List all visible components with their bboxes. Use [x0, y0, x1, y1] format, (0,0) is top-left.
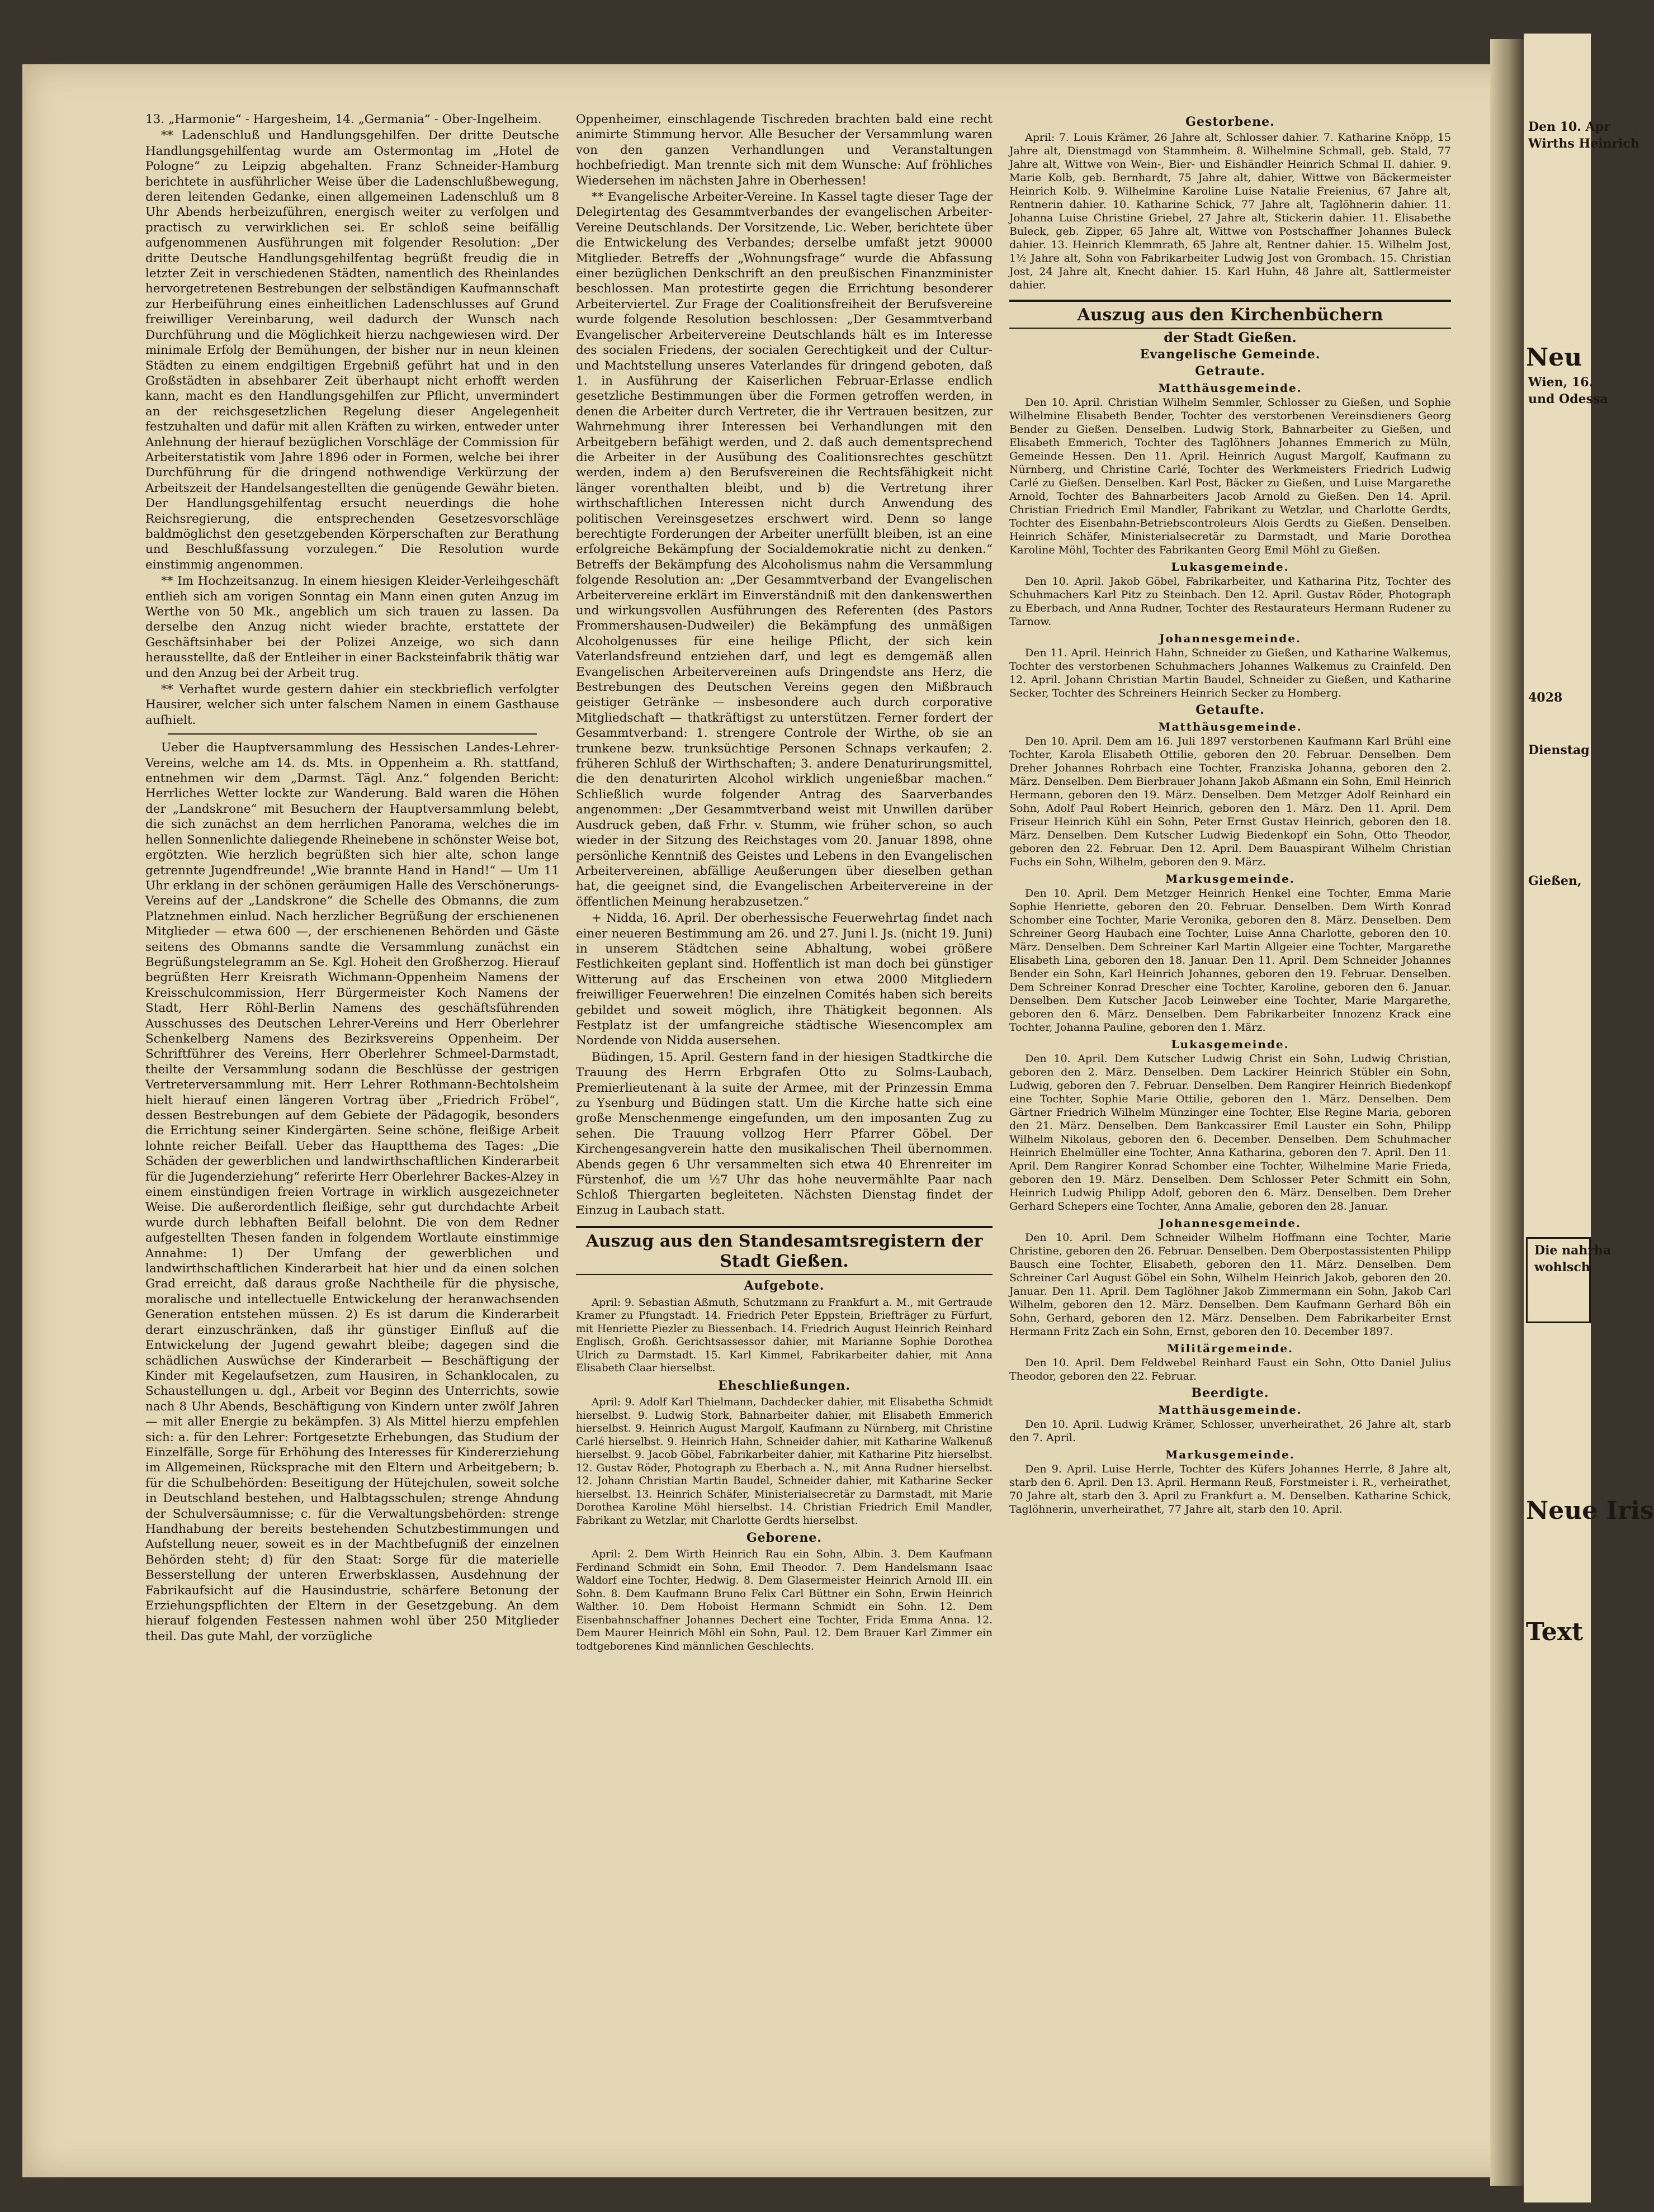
parish-heading: Markusgemeinde.: [1165, 872, 1295, 885]
paragraph: Büdingen, 15. April. Gestern fand in der hiesigen Stadtkirche die Trauung des Herrn Erbgrafen Otto zu Solms-Laubach, Premierlieutenant à la suite der Armee, mit der Prinzessin Emma zu Ysenburg und Büdingen statt. Um die Kirche hatte sich eine große Menschenmenge eingefunden, um den imposanten Zug zu sehen. Die Trauung vollzog Herr Pfarrer Göbel. Der Kirchengesangverein hatte den musikalischen Theil übernommen. Abends gegen 6 Uhr versammelten sich etwa 40 Ehrenreiter im Fürstenhof, die um ½7 Uhr das hohe neuvermählte Paar nach Schloß Thiergarten begleiteten. Nächsten Dienstag findet der Einzug in Laubach statt.: [576, 1050, 993, 1218]
parish-heading: Johannesgemeinde.: [1159, 1216, 1301, 1230]
next-page-edge: [1524, 34, 1654, 2202]
page-gutter: [1490, 39, 1524, 2186]
paragraph: Den 10. April. Christian Wilhelm Semmler, Schlosser zu Gießen, und Sophie Wilhelmine Elisabeth Bender, Tochter des verstorbenen Vereinsdieners Georg Bender zu Gießen. Denselben. Ludwig Stork, Bahnarbeiter zu Gießen, und Elisabeth Emmerich, Tochter des Taglöhners Johannes Emmerich zu Müln, Gemeinde Hessen. Den 11. April. Heinrich August Margolf, Kaufmann zu Nürnberg, und Christine Carlé, Tochter des Werkmeisters Friedrich Ludwig Carlé zu Gießen. Denselben. Karl Post, Bäcker zu Gießen, und Luise Margarethe Arnold, Tochter des Bahnarbeiters Jacob Arnold zu Gießen. Den 14. April. Christian Friedrich Emil Mandler, Fabrikant zu Wetzlar, und Charlotte Gerdts, Tochter des Eisenbahn-Betriebscontroleurs Alois Gerdts zu Gießen. Denselben. Heinrich Schäfer, Ministerialsecretär zu Darmstadt, und Marie Dorothea Karoline Möhl, Tochter des Fabrikanten Georg Emil Möhl zu Gießen.: [1009, 396, 1451, 556]
section-heading: Aufgebote.: [744, 1278, 825, 1294]
section-heading: Eheschließungen.: [718, 1378, 850, 1393]
kirchenbuecher-subheading: der Stadt Gießen.: [1164, 329, 1297, 345]
paragraph: Oppenheimer, einschlagende Tischreden brachten bald eine recht animirte Stimmung hervor. Alle Besucher der Versammlung waren von den ganzen Verhandlungen und Veranstaltungen hochbefriedigt. Man trennte sich mit dem Wunsche: Auf fröhliches Wiedersehen im nächsten Jahre in Oberhessen!: [576, 112, 993, 188]
paragraph: ** Verhaftet wurde gestern dahier ein steckbrieflich verfolgter Hausirer, welcher sich unter falschem Namen in einem Gasthause aufhielt.: [145, 683, 559, 727]
next-page-heading: Neue Iris: [1526, 1496, 1654, 1525]
paragraph: Den 10. April. Dem am 16. Juli 1897 verstorbenen Kaufmann Karl Brühl eine Tochter, Karola Elisabeth Ottilie, geboren den 20. Februar. Denselben. Dem Dreher Johannes Rohrbach eine Tochter, Franziska Johanna, geboren den 2. März. Denselben. Dem Bierbrauer Johann Jakob Aßmann ein Sohn, Emil Heinrich Hermann, geboren den 19. März. Denselben. Dem Metzger Adolf Reinhard ein Sohn, Adolf Paul Robert Heinrich, geboren den 1. März. Den 11. April. Dem Friseur Heinrich Kühl ein Sohn, Peter Ernst Gustav Heinrich, geboren den 18. März. Denselben. Dem Kutscher Ludwig Biedenkopf ein Sohn, Otto Theodor, geboren den 22. Februar. Den 12. April. Dem Bauaspirant Wilhelm Christian Fuchs ein Sohn, Wilhelm, geboren den 9. März.: [1009, 735, 1451, 868]
next-page-line: Gießen,: [1528, 874, 1582, 888]
next-page-line: Wirths Heinrich: [1528, 136, 1639, 151]
column-2: [576, 112, 993, 1654]
parish-heading: Matthäusgemeinde.: [1158, 720, 1302, 733]
paragraph: + Nidda, 16. April. Der oberhessische Feuerwehrtag findet nach einer neueren Bestimmung am 26. und 27. Juni l. Js. (nicht 19. Juni) in unserem Städtchen seine Abhaltung, wobei größere Festlichkeiten geplant sind. Hoffentlich ist man doch bei günstiger Witterung auf das Erscheinen von etwa 2000 Mitgliedern freiwilliger Feuerwehren! Die einzelnen Comités haben sich bereits gebildet und soweit möglich, ihre Thätigkeit begonnen. Als Festplatz ist der umfangreiche städtische Wiesencomplex am Nordende von Nidda ausersehen.: [576, 911, 993, 1048]
divider: [168, 733, 537, 735]
paragraph: April: 9. Adolf Karl Thielmann, Dachdecker dahier, mit Elisabetha Schmidt hierselbst. 9. Ludwig Stork, Bahnarbeiter dahier, mit Elisabeth Emmerich hierselbst. 9. Heinrich August Margolf, Kaufmann zu Nürnberg, mit Christine Carlé hierselbst. 9. Heinrich Hahn, Schneider dahier, mit Katharine Walkenuß hierselbst. 9. Jacob Göbel, Fabrikarbeiter dahier, mit Katharine Pitz hierselbst. 12. Gustav Röder, Photograph zu Eberbach a. N., mit Anna Rudner hierselbst. 12. Johann Christian Martin Baudel, Schneider dahier, mit Katharine Secker hierselbst. 13. Heinrich Schäfer, Ministerialsecretär zu Darmstadt, mit Marie Dorothea Karoline Möhl hierselbst. 14. Christian Friedrich Emil Mandler, Fabrikant zu Wetzlar, mit Charlotte Gerdts hierselbst.: [576, 1396, 993, 1527]
next-page-line: wohlsch: [1534, 1260, 1590, 1275]
next-page-heading: Neu: [1526, 343, 1582, 372]
next-page-ad-box: [1526, 1237, 1612, 1323]
column-3: [1009, 112, 1451, 1517]
parish-heading: Markusgemeinde.: [1165, 1448, 1295, 1461]
section-heading: Getraute.: [1195, 364, 1265, 378]
paragraph: Den 9. April. Luise Herrle, Tochter des Küfers Johannes Herrle, 8 Jahre alt, starb den 6. April. Den 13. April. Hermann Reuß, Forstmeister i. R., verheirathet, 70 Jahre alt, starb den 3. April zu Frankfurt a. M. Denselben. Katharine Schick, Taglöhnerin, unverheirathet, 77 Jahre alt, starb den 10. April.: [1009, 1463, 1451, 1515]
parish-heading: Lukasgemeinde.: [1171, 1038, 1289, 1051]
section-heading: Getaufte.: [1195, 703, 1265, 717]
parish-heading: Matthäusgemeinde.: [1158, 1403, 1302, 1417]
paragraph: Den 10. April. Dem Schneider Wilhelm Hoffmann eine Tochter, Marie Christine, geboren den 26. Februar. Denselben. Dem Oberpostassistenten Philipp Bausch eine Tochter, Elisabeth, geboren den 11. März. Denselben. Dem Schreiner Carl August Göbel ein Sohn, Wilhelm Heinrich Jakob, geboren den 20. Januar. Den 11. April. Dem Taglöhner Jakob Zimmermann ein Sohn, Jakob Carl Wilhelm, geboren den 12. März. Denselben. Dem Kaufmann Gerhard Böh ein Sohn, Gerhard, geboren den 12. März. Denselben. Dem Fabrikarbeiter Ernst Hermann Fritz Zach ein Sohn, Ernst, geboren den 10. December 1897.: [1009, 1231, 1451, 1338]
column-1: [145, 112, 559, 1645]
next-page-line: Dienstag: [1528, 743, 1590, 757]
section-heading: Beerdigte.: [1191, 1386, 1269, 1400]
section-heading: Evangelische Gemeinde.: [1140, 347, 1321, 362]
paragraph: Den 10. April. Dem Kutscher Ludwig Christ ein Sohn, Ludwig Christian, geboren den 2. März. Denselben. Dem Lackirer Heinrich Stübler ein Sohn, Ludwig, geboren den 7. Februar. Denselben. Dem Rangirer Heinrich Biedenkopf eine Tochter, Sophie Marie Ottilie, geboren den 1. März. Denselben. Dem Gärtner Friedrich Wilhelm Münzinger eine Tochter, Else Regine Maria, geboren den 21. März. Denselben. Dem Bankcassirer Emil Lauster ein Sohn, Philipp Wilhelm Nikolaus, geboren den 6. December. Denselben. Dem Schuhmacher Heinrich Ehelmüller eine Tochter, Anna Katharina, geboren den 7. April. Den 11. April. Dem Rangirer Konrad Schomber eine Tochter, Wilhelmine Marie Frieda, geboren den 19. März. Denselben. Dem Schlosser Peter Schmitt ein Sohn, Heinrich Ludwig Philipp Adolf, geboren den 6. März. Denselben. Dem Dreher Gerhard Schepers eine Tochter, Anna Amalie, geboren den 28. Januar.: [1009, 1053, 1451, 1212]
parish-heading: Militärgemeinde.: [1166, 1342, 1294, 1355]
parish-heading: Lukasgemeinde.: [1171, 560, 1289, 574]
next-page-line: Den 10. Apr: [1528, 120, 1610, 134]
parish-heading: Johannesgemeinde.: [1159, 632, 1301, 645]
paragraph: Den 11. April. Heinrich Hahn, Schneider zu Gießen, und Katharine Walkemus, Tochter des verstorbenen Schuhmachers Johannes Walkemus zu Crainfeld. Den 12. April. Johann Christian Martin Baudel, Schneider zu Gießen, und Katharine Secker, Tochter des Schreiners Heinrich Secker zu Homberg.: [1009, 647, 1451, 699]
next-page-heading: Text: [1526, 1618, 1584, 1646]
parish-heading: Matthäusgemeinde.: [1158, 381, 1302, 395]
paragraph: April: 9. Sebastian Aßmuth, Schutzmann zu Frankfurt a. M., mit Gertraude Kramer zu Pfungstadt. 14. Friedrich Peter Eppstein, Briefträger zu Fürfurt, mit Henriette Piezler zu Biessenbach. 14. Friedrich August Heinrich Reinhard Englisch, Großh. Gerichtsassessor dahier, mit Marianne Sophie Dorothea Ulrich zu Darmstadt. 15. Karl Kimmel, Fabrikarbeiter dahier, mit Anna Elisabeth Claar hierselbst.: [576, 1296, 993, 1375]
next-page-line: 4028: [1528, 690, 1563, 705]
paragraph: ** Im Hochzeitsanzug. In einem hiesigen Kleider-Verleihgeschäft entlieh sich am vorigen Sonntag ein Mann einen guten Anzug im Werthe von 50 Mk., angeblich um sich trauen zu lassen. Da derselbe den Anzug nicht wieder brachte, erstattete der Geschäftsinhaber bei der Polizei Anzeige, wo sich dann herausstellte, daß der Entleiher in einer Backsteinfabrik thätig war und den Anzug bei der Arbeit trug.: [145, 574, 559, 680]
next-page-line: Wien, 16.: [1528, 375, 1594, 390]
paragraph: ** Evangelische Arbeiter-Vereine. In Kassel tagte dieser Tage der Delegirtentag des Gesammtverbandes der evangelischen Arbeiter-Vereine Deutschlands. Der Vorsitzende, Lic. Weber, berichtete über die Entwickelung des Verbandes; derselbe umfaßt jetzt 90000 Mitglieder. Betreffs der „Wohnungsfrage“ wurde die Abfassung einer bezüglichen Denkschrift an den preußischen Finanzminister beschlossen. Man protestirte gegen die Errichtung besonderer Arbeiterviertel. Zur Frage der Coalitionsfreiheit der Berufsvereine wurde folgende Resolution beschlossen: „Der Gesammtverband Evangelischer Arbeitervereine Deutschlands hält es im Interesse des socialen Friedens, der socialen Gerechtigkeit und der Cultur- und Machtstellung unseres Vaterlandes für dringend geboten, daß 1. in Ausführung der Kaiserlichen Februar-Erlasse endlich gesetzliche Bestimmungen über die Formen getroffen werden, in denen die Arbeiter durch Vertreter, die ihr Vertrauen besitzen, zur Wahrnehmung ihrer Interessen bei Verhandlungen mit den Arbeitgebern befähigt werden, und 2. daß auch dementsprechend die Arbeiter in der Ausübung des Coalitionsrechtes geschützt werden, indem a) den Berufsvereinen die Rechtsfähigkeit nicht länger vorenthalten bleibt, und b) die Vertretung ihrer wirthschaftlichen Interessen nicht durch Anwendung des politischen Vereinsgesetzes erschwert wird. Denn so lange berechtigte Forderungen der Arbeiter unerfüllt bleiben, ist an eine erfolgreiche Bekämpfung der Socialdemokratie nicht zu denken.“ Betreffs der Bekämpfung des Alcoholismus nahm die Versammlung folgende Resolution an: „Der Gesammtverband der Evangelischen Arbeitervereine erklärt im Einverständniß mit den dankenswerthen und wirkungsvollen Ausführungen des Referenten (des Pastors Frommershausen-Dudweiler) die Bekämpfung des unmäßigen Alcoholgenusses für eine heilige Pflicht, der sich kein Vaterlandsfreund entziehen darf, und legt es demgemäß allen Evangelischen Arbeitervereinen aufs Dringendste ans Herz, die Bestrebungen des Deutschen Vereins gegen den Mißbrauch geistiger Getränke — insbesondere auch durch corporative Mitgliedschaft — thatkräftigst zu unterstützen. Ferner fordert der Gesammtverband: 1. strengere Controle der Wirthe, ob sie an trunkene bezw. trunksüchtige Personen Schnaps verkaufen; 2. früheren Schluß der Wirthschaften; 3. andere Denaturirungsmittel, die den denaturirten Alcohol wirklich ungenießbar machen.“ Schließlich wurde folgender Antrag des Saarverbandes angenommen: „Der Gesammtverband weist mit Unwillen darüber Ausdruck geben, daß Frhr. v. Stumm, wie früher schon, so auch wieder in der Sitzung des Reichstages vom 20. Januar 1898, ohne persönliche Kenntniß des Geistes und Lebens in den Evangelischen Arbeitervereinen, abfällige Aeußerungen über dieselben gethan hat, die geeignet sind, die Evangelischen Arbeitervereine in der öffentlichen Meinung herabzusetzen.“: [576, 190, 993, 909]
section-heading: Geborene.: [746, 1531, 823, 1546]
paragraph: 13. „Harmonie“ - Hargesheim, 14. „Germania“ - Ober-Ingelheim.: [145, 112, 542, 126]
next-page-line: und Odessa: [1528, 392, 1608, 406]
next-page-line: Die nahrha: [1534, 1243, 1612, 1258]
paragraph: April: 7. Louis Krämer, 26 Jahre alt, Schlosser dahier. 7. Katharine Knöpp, 15 Jahre alt, Dienstmagd von Stammheim. 8. Wilhelmine Schmall, geb. Stald, 77 Jahre alt, Wittwe von Wein-, Bier- und Eishändler Heinrich Schmal II. dahier. 9. Marie Kolb, geb. Bernhardt, 75 Jahre alt, dahier, Wittwe von Bäckermeister Heinrich Kolb. 9. Wilhelmine Karoline Luise Natalie Freienius, 67 Jahre alt, Rentnerin dahier. 10. Katharine Schick, 77 Jahre alt, Taglöhnerin dahier. 11. Johanna Luise Christine Griebel, 27 Jahre alt, Stickerin dahier. 11. Elisabethe Buleck, geb. Zipper, 65 Jahre alt, Wittwe von Postschaffner Johannes Buleck dahier. 13. Heinrich Klemmrath, 65 Jahre alt, Rentner dahier. 15. Wilhelm Jost, 1½ Jahre alt, Sohn von Fabrikarbeiter Ludwig Jost von Grombach. 15. Christian Jost, 24 Jahre alt, Knecht dahier. 15. Karl Huhn, 48 Jahre alt, Sattlermeister dahier.: [1009, 131, 1451, 291]
paragraph: Den 10. April. Ludwig Krämer, Schlosser, unverheirathet, 26 Jahre alt, starb den 7. April.: [1009, 1418, 1451, 1444]
standesamt-heading: Auszug aus den Standesamtsregistern der Stadt Gießen.: [576, 1226, 993, 1275]
paragraph: Den 10. April. Dem Metzger Heinrich Henkel eine Tochter, Emma Marie Sophie Henriette, geboren den 20. Februar. Denselben. Dem Wirth Konrad Schomber eine Tochter, Marie Veronika, geboren den 8. März. Denselben. Dem Schreiner Georg Haubach eine Tochter, Luise Anna Charlotte, geboren den 10. März. Denselben. Dem Schreiner Karl Martin Allgeier eine Tochter, Margarethe Elisabeth Lina, geboren den 18. Januar. Den 11. April. Dem Schneider Johannes Bender ein Sohn, Karl Heinrich Johannes, geboren den 19. Februar. Denselben. Dem Schreiner Konrad Drescher eine Tochter, Karoline, geboren den 6. Januar. Denselben. Dem Kutscher Jacob Leinweber eine Tochter, Marie Margarethe, geboren den 6. März. Denselben. Dem Fabrikarbeiter Innozenz Krack eine Tochter, Johanna Pauline, geboren den 1. März.: [1009, 887, 1451, 1034]
section-heading: Gestorbene.: [1185, 115, 1275, 129]
paragraph: ** Ladenschluß und Handlungsgehilfen. Der dritte Deutsche Handlungsgehilfentag wurde am Ostermontag im „Hotel de Pologne“ zu Leipzig abgehalten. Franz Schneider-Hamburg berichtete in ausführlicher Weise über die Ladenschlußbewegung, deren leitenden Gedanke, einen allgemeinen Ladenschluß um 8 Uhr Abends herbeizuführen, energisch weiter zu verfolgen und practisch zu verwirklichen sei. Er schloß seine beifällig aufgenommenen Ausführungen mit folgender Resolution: „Der dritte Deutsche Handlungsgehilfentag begrüßt freudig die in letzter Zeit in verschiedenen Städten, namentlich des Rheinlandes hervorgetretenen Bestrebungen der selbständigen Kaufmannschaft zur Herbeiführung eines einheitlichen Ladenschlusses auf Grund freiwilliger Vereinbarung, weil dadurch der Wunsch nach Durchführung und die Möglichkeit hierzu nachgewiesen wird. Der minimale Erfolg der Bemühungen, der bisher nur in neun kleinen Städten zu einem endgiltigen Ergebniß geführt hat und in den Großstädten in absehbarer Zeit überhaupt nicht erhofft werden kann, macht es den Handlungsgehilfen zur Pflicht, unvermindert an der reichsgesetzlichen Regelung dieser Angelegenheit festzuhalten und dafür mit allen Kräften zu wirken, entweder unter Anlehnung der hierauf bezüglichen Vorschläge der Commission für Arbeiterstatistik vom Jahre 1896 oder in Formen, welche bei ihrer Durchführung für die dringend nothwendige Verkürzung der Arbeitszeit der Handelsangestellten die genügende Gewähr bieten. Der Handlungsgehilfentag ersucht neuerdings die hohe Reichsregierung, die entsprechenden Gesetzesvorschläge baldmöglichst den gesetzgebenden Körperschaften zur Berathung und Beschlußfassung vorzulegen.“ Die Resolution wurde einstimmig angenommen.: [145, 129, 559, 572]
kirchenbuecher-heading: Auszug aus den Kirchenbüchern: [1009, 300, 1451, 329]
paragraph: Ueber die Hauptversammlung des Hessischen Landes-Lehrer-Vereins, welche am 14. ds. Mts. in Oppenheim a. Rh. stattfand, entnehmen wir dem „Darmst. Tägl. Anz.“ folgenden Bericht: Herrliches Wetter lockte zur Wanderung. Bald waren die Höhen der „Landskrone“ mit Besuchern der Hauptversammlung belebt, die sich zunächst an dem herrlichen Panorama, welches die im hellen Sonnenlichte daliegende Rheinebene in schönster Weise bot, ergötzten. Wie herzlich begrüßten sich hier alte, schon lange getrennte Jugendfreunde! „Wie brannte Hand in Hand!“ — Um 11 Uhr erklang in der schönen geräumigen Halle des Verschönerungs-Vereins auf der „Landskrone“ die Schelle des Obmanns, die zum Platznehmen einlud. Nach herzlicher Begrüßung der erschienenen Mitglieder — etwa 600 —, der erschienenen Behörden und Gäste seitens des Obmanns sandte die Versammlung zunächst ein Begrüßungstelegramm an Se. Kgl. Hoheit den Großherzog. Hierauf begrüßten Herr Kreisrath Wichmann-Oppenheim Namens der Kreisschulcommission, Herr Bürgermeister Koch Namens der Stadt, Herr Röhl-Berlin Namens des geschäftsführenden Ausschusses des Deutschen Lehrer-Vereins und Herr Oberlehrer Schenkelberg Namens des Bezirksvereins Oppenheim. Der Schriftführer des Vereins, Herr Oberlehrer Schmeel-Darmstadt, theilte der Versammlung sodann die Beschlüsse der gestrigen Vertreterversammlung mit. Herr Lehrer Rothmann-Bechtolsheim hielt hierauf einen längeren Vortrag über „Friedrich Fröbel“, dessen Bestrebungen auf dem Gebiete der Pädagogik, besonders die Errichtung seiner Kindergärten. Seine schöne, fleißige Arbeit lohnte reicher Beifall. Ueber das Hauptthema des Tages: „Die Schäden der gewerblichen und landwirthschaftlichen Kinderarbeit für die Jugenderziehung“ referirte Herr Oberlehrer Backes-Alzey in einem einstündigen freien Vortrage in wirklich ausgezeichneter Weise. Die außerordentlich fleißige, sehr gut durchdachte Arbeit wurde durch lebhaften Beifall belohnt. Die von dem Redner aufgestellten Thesen fanden in folgendem Wortlaute einstimmige Annahme: 1) Der Umfang der gewerblichen und landwirthschaftlichen Kinderarbeit hat hier und da einen solchen Grad erreicht, daß daraus große Nachtheile für die physische, moralische und intellectuelle Entwickelung der heranwachsenden Generation entstehen müssen. 2) Es ist darum die Kinderarbeit derart einzuschränken, daß ihr günstiger Einfluß auf die Entwickelung der Jugend gewahrt bleibe; dagegen sind die schädlichen Auswüchse der Kinderarbeit — Beschäftigung der Kinder mit Kegelaufsetzen, zum Hausiren, in Schanklocalen, zu Schaustellungen u. dgl., Arbeit vor Beginn des Unterrichts, sowie nach 8 Uhr Abends, Beschäftigung von Kindern unter zwölf Jahren — mit aller Energie zu bekämpfen. 3) Als Mittel hierzu empfehlen sich: a. für den Lehrer: Fortgesetzte Erhebungen, das Studium der Einzelfälle, Sorge für Erhöhung des Interesses für Kindererziehung im Allgemeinen, Rücksprache mit den Eltern und Arbeitgebern; b. für die Schulbehörden: Beseitigung der Hütejchulen, soweit solche in Deutschland bestehen, und Halbtagsschulen; strenge Ahndung der Schulversäumnisse; c. für die Verwaltungsbehörden: strenge Handhabung der bereits bestehenden Schutzbestimmungen und Aufstellung neuer, soweit es in der Machtbefugniß der einzelnen Behörden steht; d) für den Staat: Sorge für die materielle Besserstellung der unteren Erwerbsklassen, Ausdehnung der Fabrikaufsicht auf die Hausindustrie, schärfere Betonung der Erziehungspflichten der Eltern in der Gesetzgebung. An dem hierauf folgenden Festessen nahmen wohl über 250 Mitglieder theil. Das gute Mahl, der vorzügliche: [145, 741, 559, 1643]
paragraph: Den 10. April. Dem Feldwebel Reinhard Faust ein Sohn, Otto Daniel Julius Theodor, geboren den 22. Februar.: [1009, 1357, 1451, 1382]
paragraph: April: 2. Dem Wirth Heinrich Rau ein Sohn, Albin. 3. Dem Kaufmann Ferdinand Schmidt ein Sohn, Emil Theodor. 7. Dem Handelsmann Isaac Waldorf eine Tochter, Hedwig. 8. Dem Glasermeister Heinrich Arnold III. ein Sohn. 8. Dem Kaufmann Bruno Felix Carl Büttner ein Sohn, Erwin Heinrich Walther. 10. Dem Hoboist Hermann Schmidt ein Sohn. 12. Dem Eisenbahnschaffner Johannes Dechert eine Tochter, Frida Emma Anna. 12. Dem Maurer Heinrich Möhl ein Sohn, Paul. 12. Dem Brauer Karl Zimmer ein todtgeborenes Kind männlichen Geschlechts.: [576, 1548, 993, 1652]
paragraph: Den 10. April. Jakob Göbel, Fabrikarbeiter, und Katharina Pitz, Tochter des Schuhmachers Karl Pitz zu Steinbach. Den 12. April. Gustav Röder, Photograph zu Eberbach, und Anna Rudner, Tochter des Restaurateurs Hermann Rudener zu Tarnow.: [1009, 575, 1451, 628]
